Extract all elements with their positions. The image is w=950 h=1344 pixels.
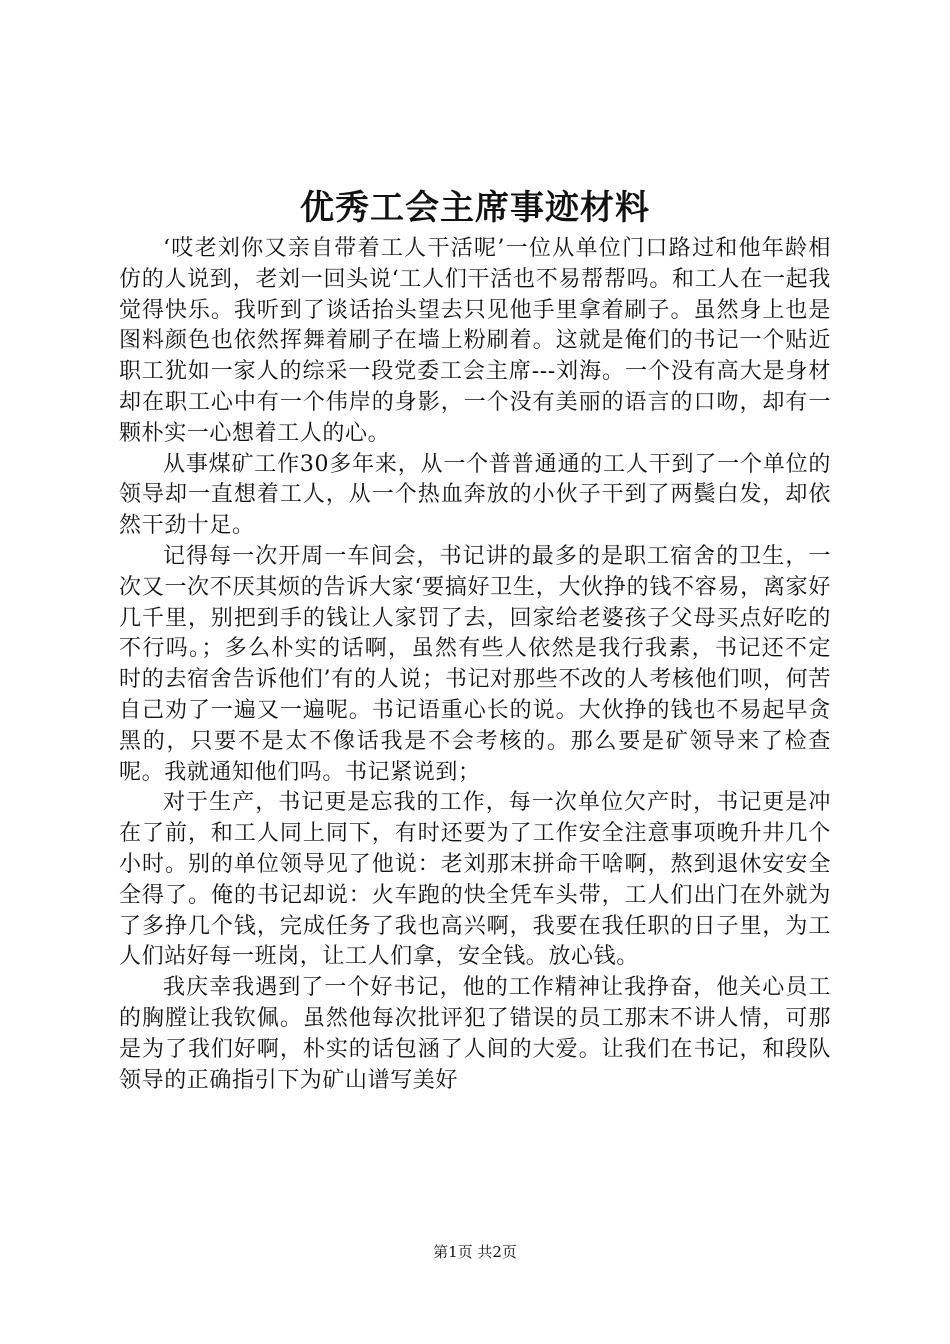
paragraph-3: 记得每一次开周一车间会，书记讲的最多的是职工宿舍的卫生，一次又一次不厌其烦的告诉大家‘要搞好卫生，大伙挣的钱不容易，离家好几千里，别把到手的钱让人家罚了去，回家给老婆孩子父母买点好吃的不行吗。；多么朴实的话啊，虽然有些人依然是我行我素，书记还不定时的去宿舍告诉他们’有的人说；书记对那些不改的人考核他们呗，何苦自己劝了一遍又一遍呢。书记语重心长的说。大伙挣的钱也不易起早贪黑的，只要不是太不像话我是不会考核的。那么要是矿领导来了检查呢。我就通知他们吗。书记紧说到；: [119, 543, 831, 785]
paragraph-4: 对于生产，书记更是忘我的工作，每一次单位欠产时，书记更是冲在了前，和工人同上同下，有时还要为了工作安全注意事项晚升井几个小时。别的单位领导见了他说：老刘那末拼命干啥啊，熬到退休安安全全得了。俺的书记却说：火车跑的快全凭车头带，工人们出门在外就为了多挣几个钱，完成任务了我也高兴啊，我要在我任职的日子里，为工人们站好每一班岗，让工人们拿，安全钱。放心钱。: [119, 790, 831, 970]
document-title: 优秀工会主席事迹材料: [300, 188, 650, 228]
page-number-footer: 第1页 共2页: [433, 1243, 517, 1261]
paragraph-1: ‘哎老刘你又亲自带着工人干活呢’一位从单位门口路过和他年龄相仿的人说到，老刘一回头说‘工人们干活也不易帮帮吗。和工人在一起我觉得快乐。我听到了谈话抬头望去只见他手里拿着刷子。虽然身上也是图料颜色也依然挥舞着刷子在墙上粉刷着。这就是俺们的书记一个贴近职工犹如一家人的综采一段党委工会主席---刘海。一个没有高大是身材却在职工心中有一个伟岸的身影，一个没有美丽的语言的口吻，却有一颗朴实一心想着工人的心。: [119, 236, 831, 446]
document-body: [119, 234, 831, 1096]
paragraph-2: 从事煤矿工作30多年来，从一个普普通通的工人干到了一个单位的领导却一直想着工人，从一个热血奔放的小伙子干到了两鬓白发，却依然干劲十足。: [119, 451, 831, 539]
paragraph-5: 我庆幸我遇到了一个好书记，他的工作精神让我挣奋，他关心员工的胸膛让我钦佩。虽然他每次批评犯了错误的员工那末不讲人情，可那是为了我们好啊，朴实的话包涵了人间的大爱。让我们在书记，和段队领导的正确指引下为矿山谱写美好: [119, 975, 831, 1093]
